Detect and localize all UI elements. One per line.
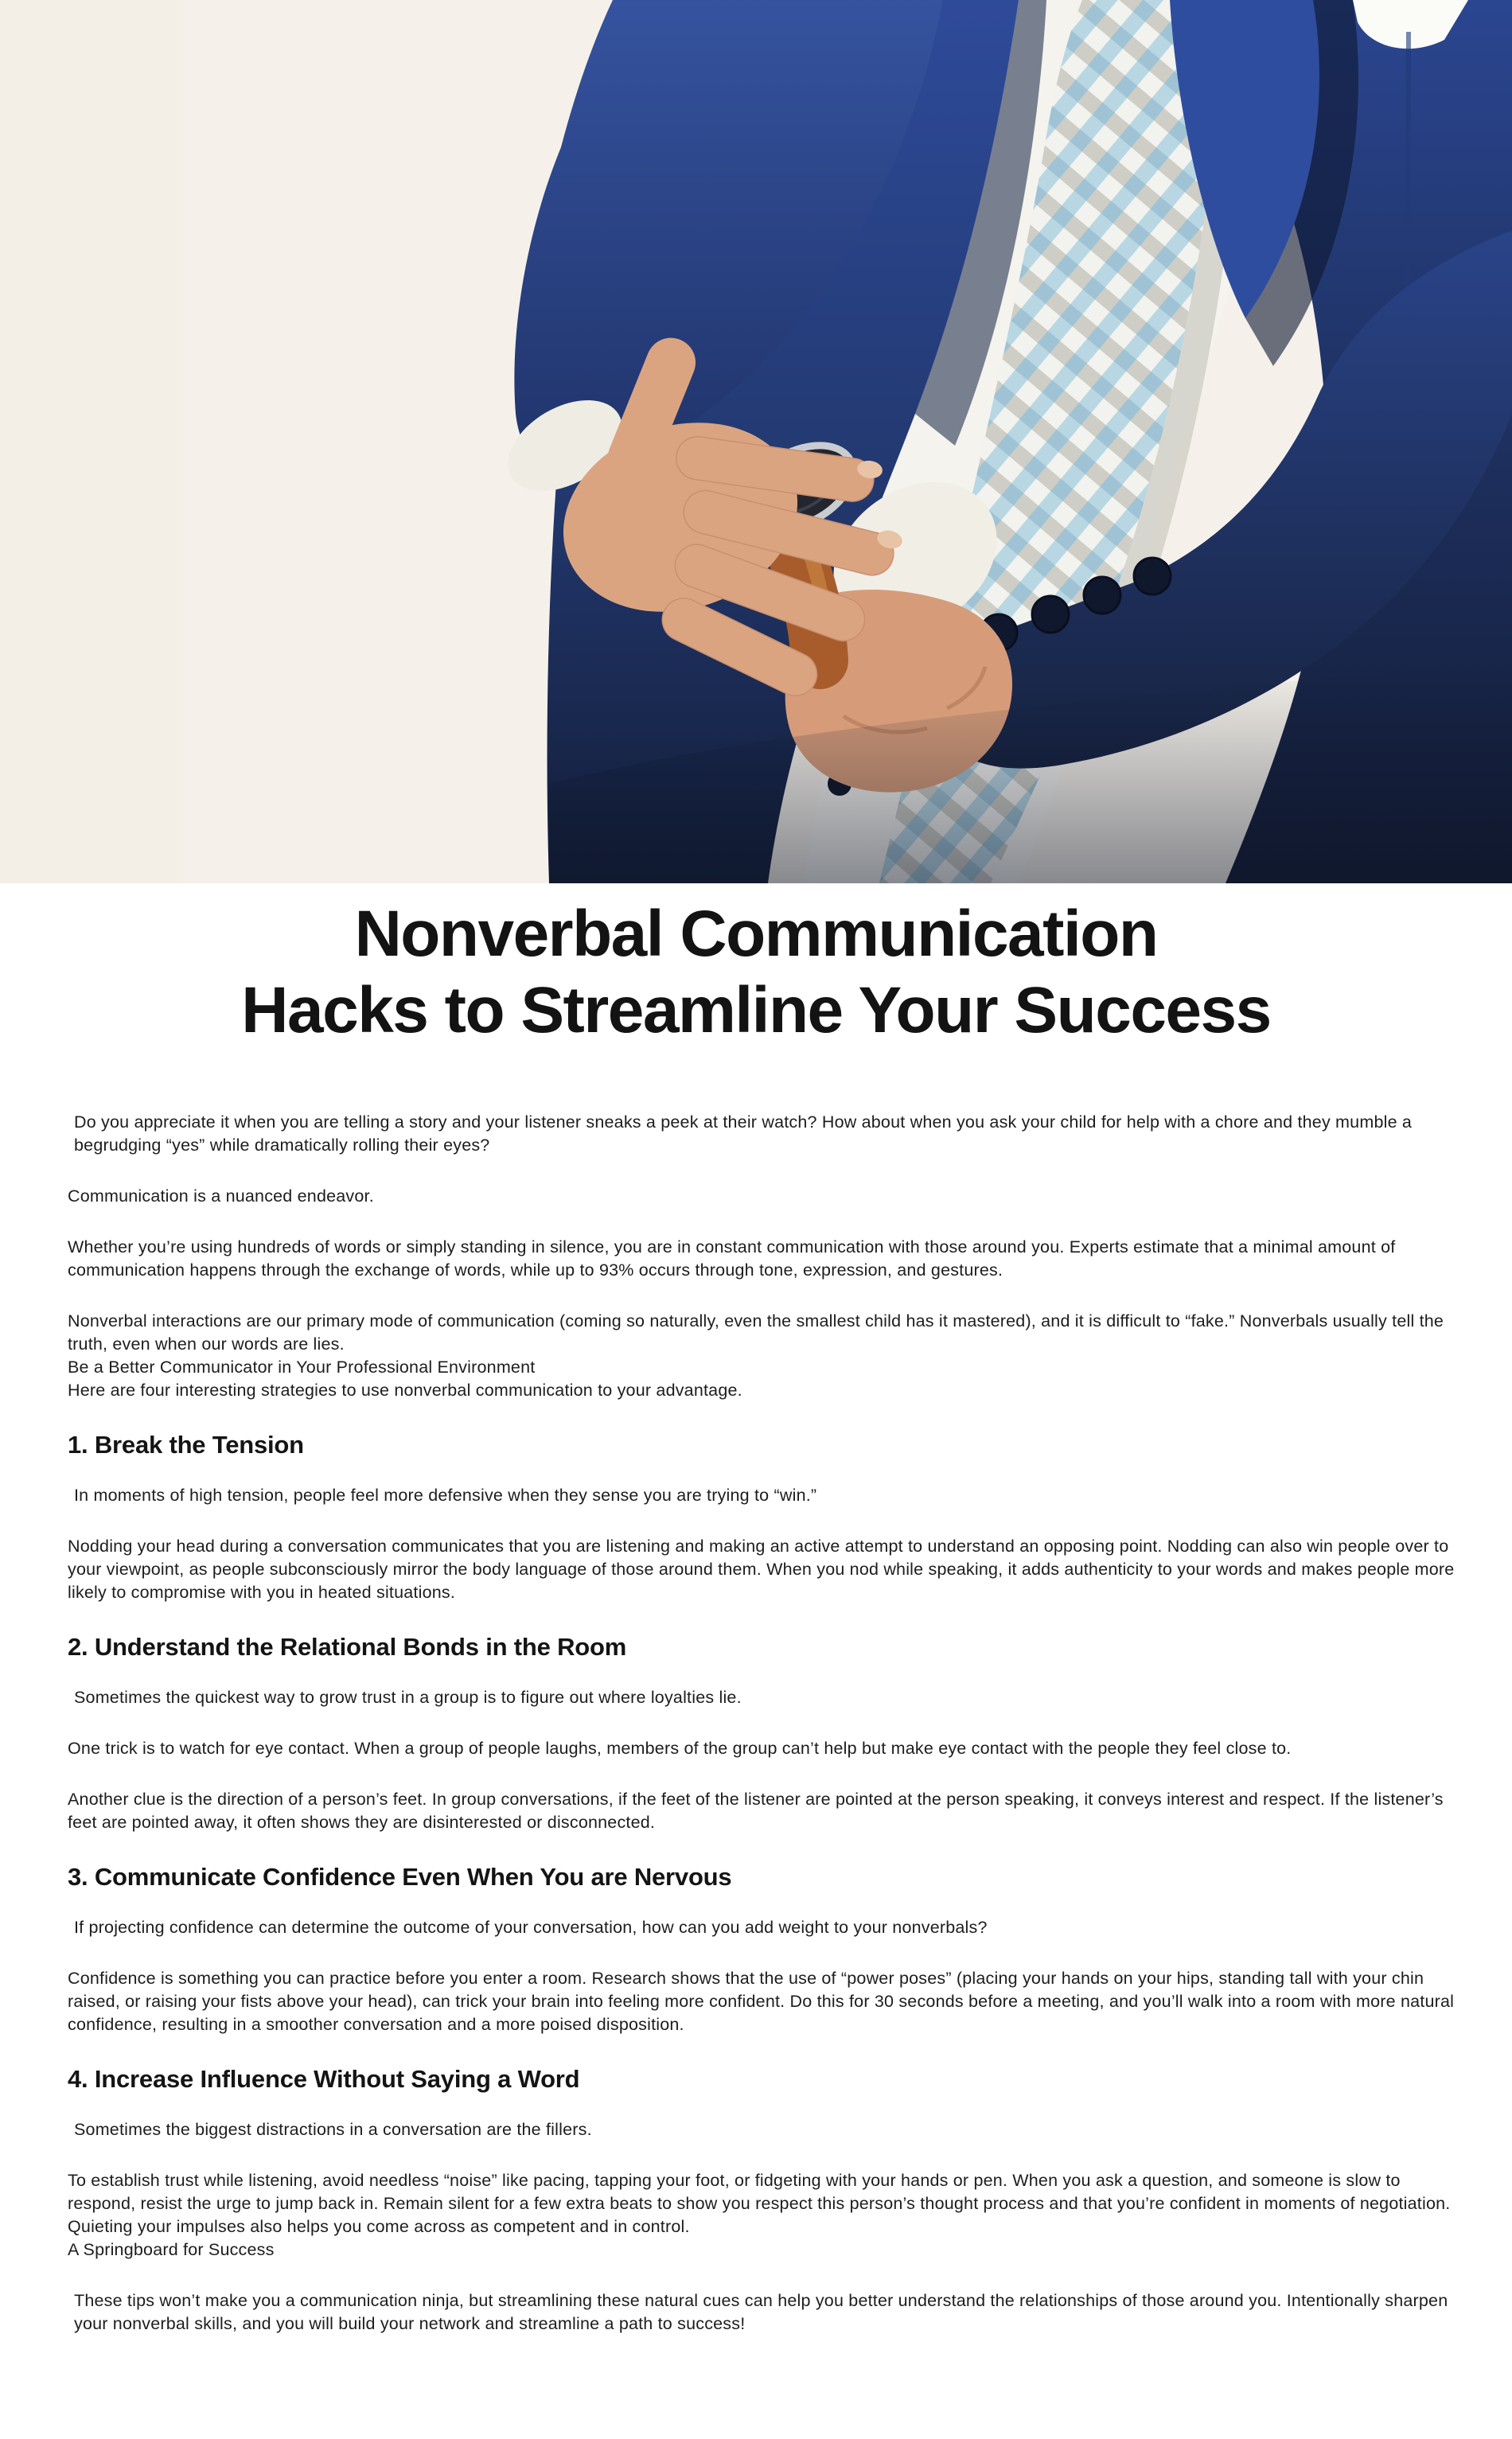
article-body xyxy=(68,1111,1468,2336)
section-2-paragraph-1: Sometimes the quickest way to grow trust in a group is to figure out where loyalties lie. xyxy=(74,1688,742,1707)
title-line-1: Nonverbal Communication xyxy=(354,898,1158,970)
closing-paragraph: These tips won’t make you a communication ninja, but streamlining these natural cues can help you better understand the relationships of those around you. Intentionally sharpen your nonverbal skills, and you will build your network and streamline a path to success! xyxy=(74,2291,1448,2333)
businessman-checking-watch-illustration xyxy=(0,0,1512,883)
section-1-paragraph-1: In moments of high tension, people feel more defensive when they sense you are trying to “win.” xyxy=(74,1486,817,1505)
intro-paragraph-2: Communication is a nuanced endeavor. xyxy=(68,1186,374,1206)
section-heading-1: 1. Break the Tension xyxy=(68,1431,304,1459)
primer-line-2: Be a Better Communicator in Your Professional Environment xyxy=(68,1358,536,1377)
outro-block xyxy=(68,2169,1468,2262)
primer-line-3: Here are four interesting strategies to use nonverbal communication to your advantage. xyxy=(68,1381,742,1400)
section-2-paragraph-2: One trick is to watch for eye contact. When a group of people laughs, members of the group can’t help but make eye contact with the people they feel close to. xyxy=(68,1739,1292,1758)
sleeve-button xyxy=(1134,558,1171,594)
outro-line-2: A Springboard for Success xyxy=(68,2240,275,2259)
section-4-paragraph-1: Sometimes the biggest distractions in a conversation are the fillers. xyxy=(74,2120,592,2139)
intro-paragraph-1: Do you appreciate it when you are telling a story and your listener sneaks a peek at their watch? How about when you ask your child for help with a chore and they mumble a begrudging “yes” while dramatically rolling their eyes? xyxy=(74,1112,1413,1155)
sleeve-button xyxy=(1032,596,1069,633)
hero-image xyxy=(0,0,1512,883)
outro-line-1: To establish trust while listening, avoid needless “noise” like pacing, tapping your foot, or fidgeting with your hands or pen. When you ask a question, and someone is slow to respond, resist the urge to jump back in. Remain silent for a few extra beats to show you respect this person’s thought process and that you’re confident in moments of negotiation. Quieting your impulses also helps you come across as competent and in control. xyxy=(68,2171,1451,2236)
primer-block xyxy=(68,1310,1468,1402)
sleeve-button xyxy=(1084,577,1120,614)
section-3-paragraph-2: Confidence is something you can practice before you enter a room. Research shows that the use of “power poses” (placing your hands on your hips, standing tall with your chin raised, or raising your fists above your head), can trick your brain into feeling more confident. Do this for 30 seconds before a meeting, and you’ll walk into a room with more natural confidence, resulting in a smoother conversation and a more poised disposition. xyxy=(68,1969,1455,2034)
section-1-paragraph-2: Nodding your head during a conversation communicates that you are listening and making an active attempt to understand an opposing point. Nodding can also win people over to your viewpoint, as people subconsciously mirror the body language of those around them. When you nod while speaking, it adds authenticity to your words and makes people more likely to compromise with you in heated situations. xyxy=(68,1537,1455,1602)
page-title xyxy=(32,896,1480,1049)
title-line-2: Hacks to Streamline Your Success xyxy=(241,974,1271,1046)
section-heading-4: 4. Increase Influence Without Saying a Word xyxy=(68,2065,580,2093)
section-2-paragraph-3: Another clue is the direction of a person’s feet. In group conversations, if the feet of the listener are pointed at the person speaking, it conveys interest and respect. If the listener’s feet are pointed away, it often shows they are disinterested or disconnected. xyxy=(68,1790,1444,1832)
section-heading-3: 3. Communicate Confidence Even When You are Nervous xyxy=(68,1863,732,1891)
section-heading-2: 2. Understand the Relational Bonds in the Room xyxy=(68,1633,627,1661)
intro-paragraph-3: Whether you’re using hundreds of words or simply standing in silence, you are in constant communication with those around you. Experts estimate that a minimal amount of communication happens through the exchange of words, while up to 93% occurs through tone, expression, and gestures. xyxy=(68,1237,1396,1280)
photo-background-left xyxy=(0,0,183,883)
primer-line-1: Nonverbal interactions are our primary mode of communication (coming so naturally, even the smallest child has it mastered), and it is difficult to “fake.” Nonverbals usually tell the truth, even when our words are lies. xyxy=(68,1311,1444,1354)
section-3-paragraph-1: If projecting confidence can determine the outcome of your conversation, how can you add weight to your nonverbals? xyxy=(74,1918,988,1937)
